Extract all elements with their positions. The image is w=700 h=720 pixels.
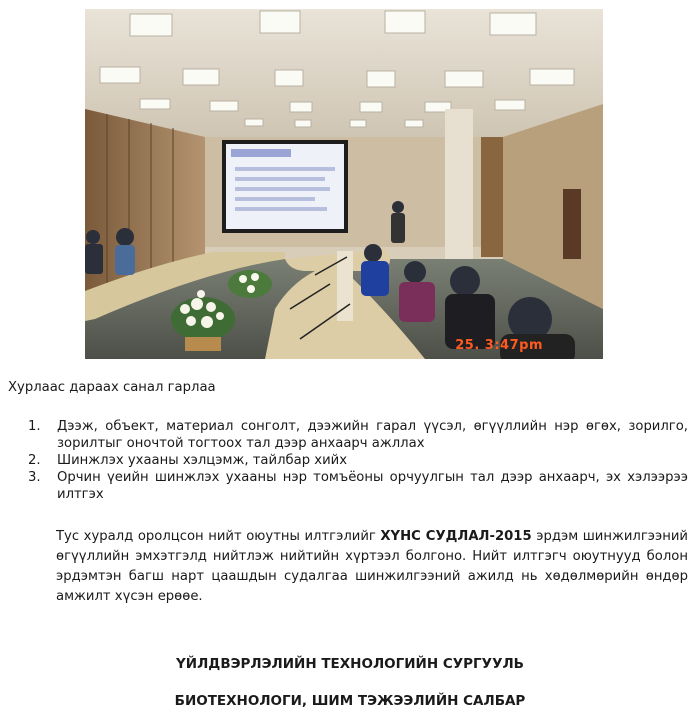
list-number: 2.: [28, 453, 41, 468]
photo-timestamp: 25. 3:47pm: [455, 338, 543, 353]
department-heading: БИОТЕХНОЛОГИ, ШИМ ТЭЖЭЭЛИЙН САЛБАР: [174, 693, 526, 709]
list-number: 1.: [28, 419, 41, 434]
list-item: [22, 452, 688, 469]
conference-room-photo: [85, 9, 603, 359]
proposal-list: [22, 418, 688, 503]
closing-paragraph: [56, 527, 688, 607]
school-heading: ҮЙЛДВЭРЛЭЛИЙН ТЕХНОЛОГИЙН СУРГУУЛЬ: [176, 656, 524, 672]
list-item-text: Шинжлэх ухааны хэлцэмж, тайлбар хийх: [57, 453, 348, 468]
list-item-text: Дээж, объект, материал сонголт, дээжийн гарал үүсэл, өгүүллийн нэр өгөх, зорилго, зорилтыг оночтой тогтоох тал дээр анхаарч ажллах: [57, 419, 688, 451]
conference-room-illustration: [85, 9, 603, 359]
list-item: [22, 418, 688, 452]
closing-text-end: эрдэм шинжилгээний өгүүллийн эмхэтгэлд нийтлэж нийтийн хүртээл болгоно. Нийт илтгэгч оюутнууд болон эрдэмтэн багш нарт цаашдын судалгаа шинжилгээний ажилд нь хөдөлмөрийн өндөр амжилт хүсэн ерөөе.: [56, 529, 689, 604]
intro-text: Хурлаас дараах санал гарлаа: [8, 380, 216, 395]
list-item-text: Орчин үеийн шинжлэх ухааны нэр томъёоны орчуулгын тал дээр анхаарч, эх хэлээрээ илтгэх: [57, 470, 688, 502]
closing-text-start: Тус хуралд оролцсон нийт оюутны илтгэлийг: [56, 529, 381, 544]
list-item: [22, 469, 688, 503]
list-number: 3.: [28, 470, 41, 485]
publication-title: ХҮНС СУДЛАЛ-2015: [380, 529, 532, 544]
